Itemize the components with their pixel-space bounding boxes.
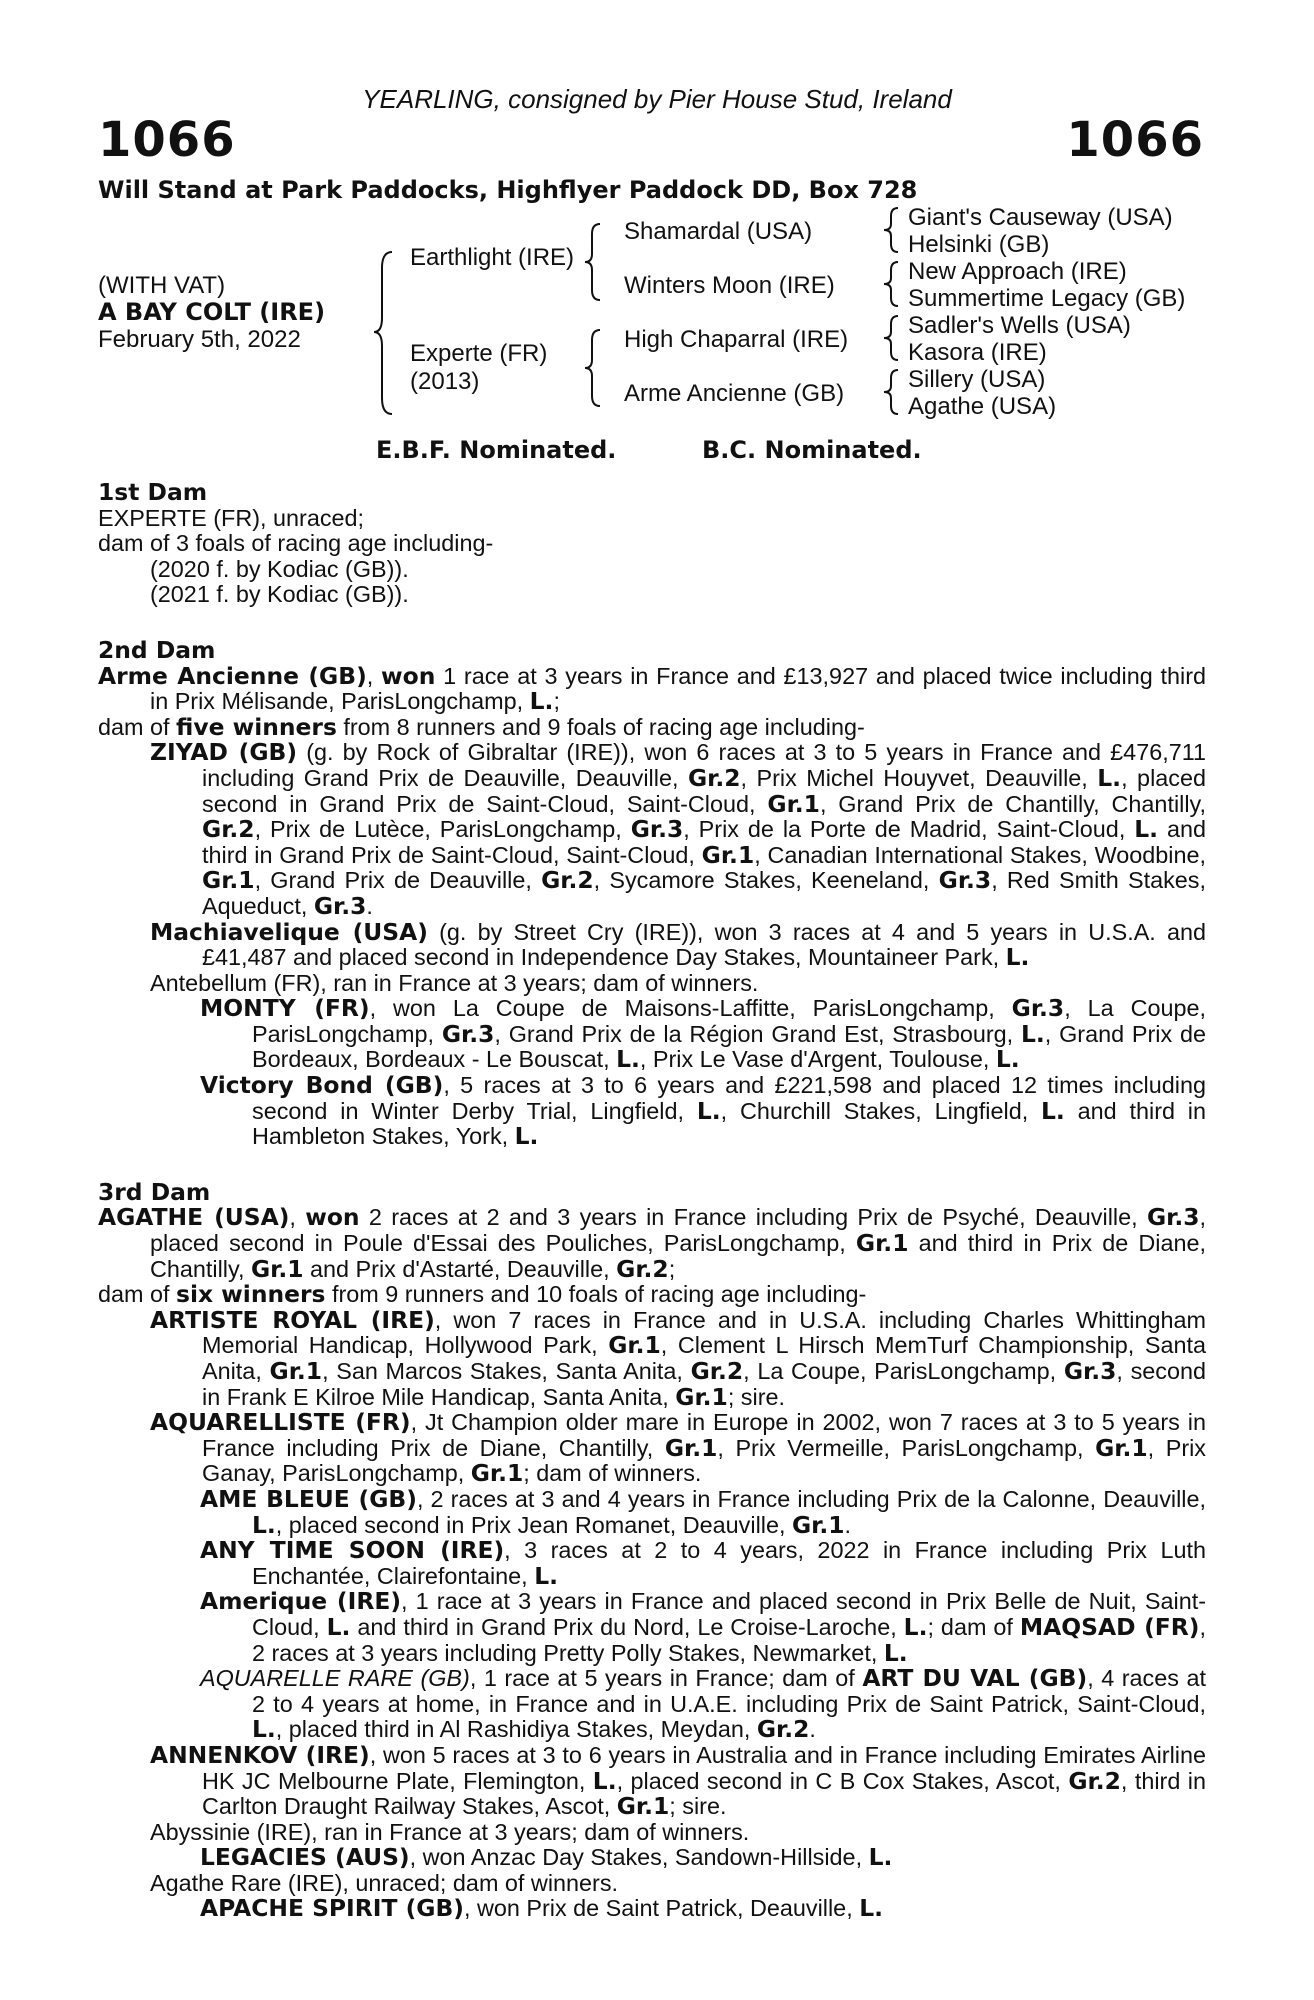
second-dam-produce-intro: dam of five winners from 8 runners and 9 foals of racing age including- — [98, 712, 865, 741]
lot-number-right: 1066 — [1066, 112, 1204, 168]
produce-entry: APACHE SPIRIT (GB), won Prix de Saint Patrick, Deauville, L. — [200, 1894, 883, 1923]
produce-entry: AQUARELLE RARE (GB), 1 race at 5 years in France; dam of ART DU VAL (GB), 4 races at 2 to 4 years at home, in France and in U.A.E. including Prix de Saint Patrick, Saint-Cloud, L., placed third in Al Rashidiya Stakes, Meydan, Gr.2. — [200, 1664, 1206, 1744]
sire-sire: Shamardal (USA) — [624, 218, 813, 245]
vat-note: (WITH VAT) — [98, 272, 226, 299]
first-dam-foal: (2020 f. by Kodiac (GB)). — [150, 555, 409, 582]
second-dam-heading: 2nd Dam — [98, 635, 216, 664]
produce-entry: ANNENKOV (IRE), won 5 races at 3 to 6 years in Australia and in France including Emirates Airline HK JC Melbourne Plate, Flemington, L., placed second in C B Cox Stakes, Ascot, Gr.2, third in Carlton Draught Railway Stakes, Ascot, Gr.1; sire. — [150, 1740, 1207, 1821]
lot-number-left: 1066 — [98, 112, 236, 168]
produce-entry: MONTY (FR), won La Coupe de Maisons-Laffitte, ParisLongchamp, Gr.3, La Coupe, ParisLongchamp, Gr.3, Grand Prix de la Région Grand Est, Strasbourg, L., Grand Prix de Bordeaux, Bordeaux - Le Bouscat, L., Prix Le Vase d'Argent, Toulouse, L. — [200, 994, 1206, 1074]
ancestor-1: Giant's Causeway (USA) — [908, 204, 1173, 231]
third-dam-heading: 3rd Dam — [98, 1177, 211, 1206]
horse-name: A BAY COLT (IRE) — [98, 298, 326, 326]
pedigree-brace-dam — [580, 326, 610, 410]
ancestor-8: Agathe (USA) — [908, 393, 1057, 420]
dam-year: (2013) — [410, 368, 480, 395]
sire-dam: Winters Moon (IRE) — [624, 272, 835, 299]
pedigree-brace-sire — [580, 220, 610, 304]
first-dam-line: dam of 3 foals of racing age including- — [98, 530, 494, 557]
pedigree-brace-g3 — [878, 312, 908, 364]
ancestor-5: Sadler's Wells (USA) — [908, 312, 1131, 339]
dam-sire: High Chaparral (IRE) — [624, 326, 849, 353]
ancestor-2: Helsinki (GB) — [908, 231, 1050, 258]
catalogue-body — [98, 480, 1206, 1922]
ebf-nomination: E.B.F. Nominated. — [376, 436, 617, 464]
dam: Experte (FR) — [410, 340, 548, 367]
produce-entry: Machiavelique (USA) (g. by Street Cry (IRE)), won 3 races at 4 and 5 years in U.S.A. and £41,487 and placed second in Independence Day Stakes, Mountaineer Park, L. — [150, 917, 1206, 972]
produce-entry: LEGACIES (AUS), won Anzac Day Stakes, Sandown-Hillside, L. — [200, 1843, 893, 1872]
first-dam-line: EXPERTE (FR), unraced; — [98, 504, 365, 531]
pedigree-brace-g1 — [878, 204, 908, 256]
first-dam-heading: 1st Dam — [98, 478, 208, 506]
dam-dam: Arme Ancienne (GB) — [624, 380, 845, 407]
ancestor-6: Kasora (IRE) — [908, 339, 1047, 366]
first-dam-foal: (2021 f. by Kodiac (GB)). — [150, 581, 409, 608]
ancestor-3: New Approach (IRE) — [908, 258, 1127, 285]
second-dam-record: Arme Ancienne (GB), won 1 race at 3 years in France and £13,927 and placed twice including third in Prix Mélisande, ParisLongchamp, L.; — [98, 661, 1206, 716]
produce-entry: Agathe Rare (IRE), unraced; dam of winners. — [150, 1869, 619, 1896]
produce-entry: ZIYAD (GB) (g. by Rock of Gibraltar (IRE)), won 6 races at 3 to 5 years in France and £476,711 including Grand Prix de Deauville, Deauville, Gr.2, Prix Michel Houyvet, Deauville, L., placed second in Grand Prix de Saint-Cloud, Saint-Cloud, Gr.1, Grand Prix de Chantilly, Chantilly, Gr.2, Prix de Lutèce, ParisLongchamp, Gr.3, Prix de la Porte de Madrid, Saint-Cloud, L. and third in Grand Prix de Saint-Cloud, Saint-Cloud, Gr.1, Canadian International Stakes, Woodbine, Gr.1, Grand Prix de Deauville, Gr.2, Sycamore Stakes, Keeneland, Gr.3, Red Smith Stakes, Aqueduct, Gr.3. — [150, 738, 1207, 920]
foaling-date: February 5th, 2022 — [98, 326, 301, 353]
produce-entry: AME BLEUE (GB), 2 races at 3 and 4 years in France including Prix de la Calonne, Deauville, L., placed second in Prix Jean Romanet, Deauville, Gr.1. — [200, 1484, 1206, 1539]
ancestor-7: Sillery (USA) — [908, 366, 1046, 393]
third-dam-produce-intro: dam of six winners from 9 runners and 10 foals of racing age including- — [98, 1280, 867, 1309]
bc-nomination: B.C. Nominated. — [702, 436, 922, 464]
produce-entry: ARTISTE ROYAL (IRE), won 7 races in France and in U.S.A. including Charles Whittingham Memorial Handicap, Hollywood Park, Gr.1, Clement L Hirsch MemTurf Championship, Santa Anita, Gr.1, San Marcos Stakes, Santa Anita, Gr.2, La Coupe, ParisLongchamp, Gr.3, second in Frank E Kilroe Mile Handicap, Santa Anita, Gr.1; sire. — [150, 1305, 1207, 1411]
produce-entry: Antebellum (FR), ran in France at 3 years; dam of winners. — [150, 969, 759, 996]
pedigree-brace-g4 — [878, 366, 908, 418]
produce-entry: ANY TIME SOON (IRE), 3 races at 2 to 4 years, 2022 in France including Prix Luth Enchantée, Clairefontaine, L. — [200, 1536, 1206, 1590]
produce-entry: Abyssinie (IRE), ran in France at 3 years; dam of winners. — [150, 1818, 750, 1845]
produce-entry: Amerique (IRE), 1 race at 3 years in France and placed second in Prix Belle de Nuit, Saint-Cloud, L. and third in Grand Prix du Nord, Le Croise-Laroche, L.; dam of MAQSAD (FR), 2 races at 3 years including Pretty Polly Stakes, Newmarket, L. — [200, 1587, 1206, 1667]
sire: Earthlight (IRE) — [410, 244, 575, 271]
consignment-line: YEARLING, consigned by Pier House Stud, Ireland — [362, 84, 952, 114]
third-dam-record: AGATHE (USA), won 2 races at 2 and 3 years in France including Prix de Psyché, Deauville, Gr.3, placed second in Poule d'Essai des Pouliches, ParisLongchamp, Gr.1 and third in Prix de Diane, Chantilly, Gr.1 and Prix d'Astarté, Deauville, Gr.2; — [98, 1203, 1206, 1283]
stand-location: Will Stand at Park Paddocks, Highflyer Paddock DD, Box 728 — [98, 176, 918, 204]
produce-entry: AQUARELLISTE (FR), Jt Champion older mare in Europe in 2002, won 7 races at 3 to 5 years in France including Prix de Diane, Chantilly, Gr.1, Prix Vermeille, ParisLongchamp, Gr.1, Prix Ganay, ParisLongchamp, Gr.1; dam of winners. — [150, 1408, 1207, 1488]
pedigree-brace-g2 — [878, 258, 908, 310]
ancestor-4: Summertime Legacy (GB) — [908, 285, 1186, 312]
pedigree-brace-main — [370, 248, 410, 418]
produce-entry: Victory Bond (GB), 5 races at 3 to 6 years and £221,598 and placed 12 times including second in Winter Derby Trial, Lingfield, L., Churchill Stakes, Lingfield, L. and third in Hambleton Stakes, York, L. — [200, 1071, 1207, 1151]
